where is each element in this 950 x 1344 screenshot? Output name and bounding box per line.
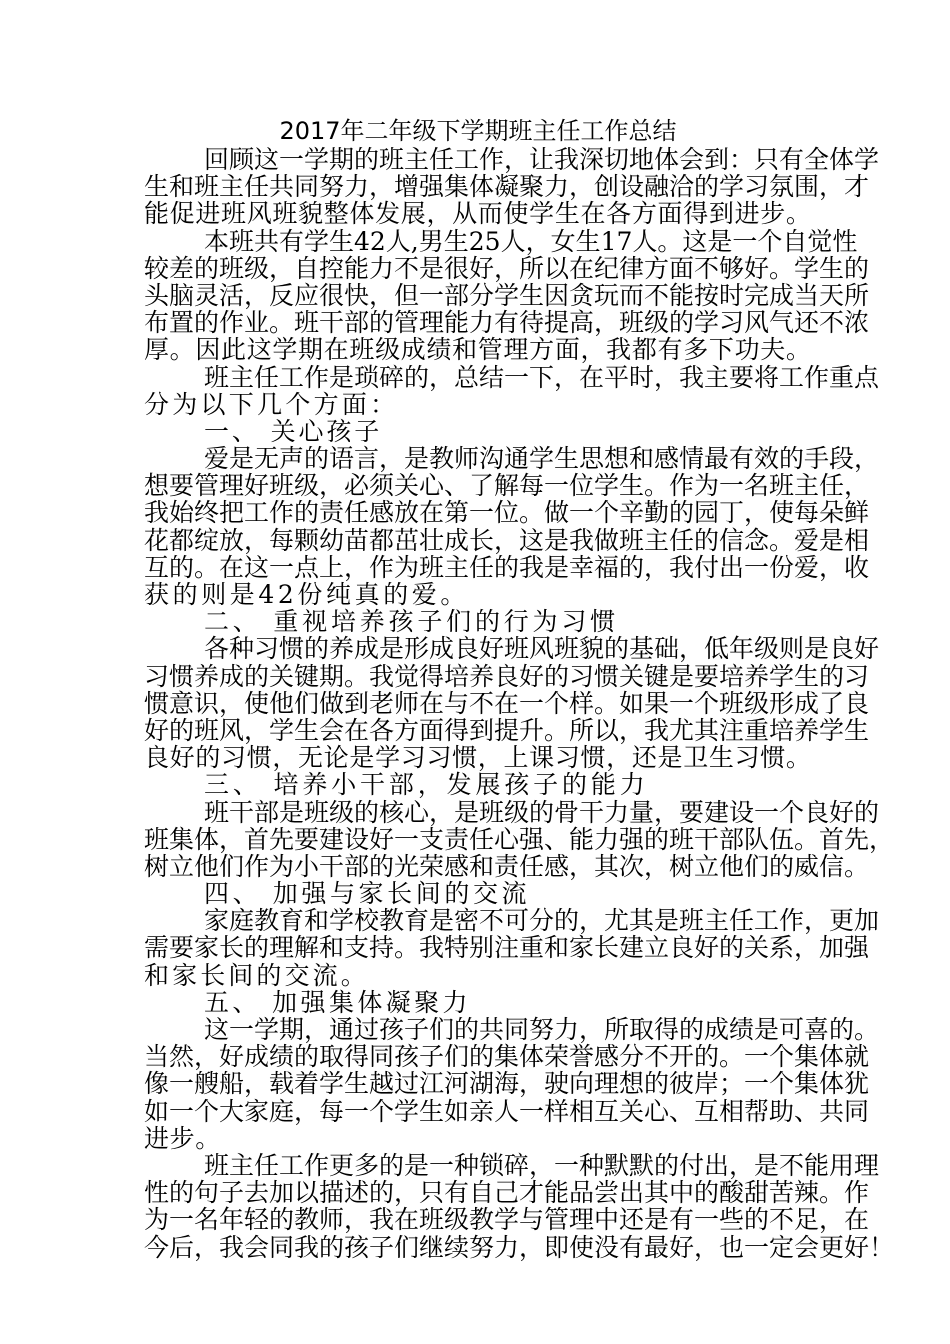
text-line: 班主任工作更多的是一种锁碎，一种默默的付出，是不能用理 (204, 1150, 880, 1180)
text-line: 这一学期，通过孩子们的共同努力，所取得的成绩是可喜的。 (204, 1015, 880, 1044)
text-line: 布置的作业。班干部的管理能力有待提高，班级的学习风气还不浓 (144, 308, 870, 338)
text-line: 惯意识，使他们做到老师在与不在一个样。如果一个班级形成了良 (144, 688, 870, 718)
document-title: 2017年二年级下学期班主任工作总结 (279, 117, 677, 145)
text-line: 互的。在这一点上，作为班主任的我是幸福的，我付出一份爱，收 (144, 552, 870, 582)
text-line: 五、 加强集体凝聚力 (204, 987, 471, 1017)
text-line: 分为以下几个方面： (144, 389, 399, 419)
text-line: 二、 重视培养孩子们的行为习惯 (204, 607, 619, 637)
text-line: 班主任工作是琐碎的，总结一下，在平时，我主要将工作重点 (204, 362, 880, 392)
text-line: 四、 加强与家长间的交流 (204, 879, 531, 909)
text-line: 树立他们作为小干部的光荣感和责任感，其次，树立他们的威信。 (144, 851, 870, 881)
document-page (144, 116, 895, 1262)
text-line: 像一艘船，载着学生越过江河湖海，驶向理想的彼岸；一个集体犹 (144, 1069, 870, 1099)
text-line: 头脑灵活，反应很快，但一部分学生因贪玩而不能按时完成当天所 (144, 280, 870, 310)
text-line: 如一个大家庭，每一个学生如亲人一样相互关心、互相帮助、共同 (144, 1096, 870, 1126)
text-line: 为一名年轻的教师，我在班级教学与管理中还是有一些的不足，在 (144, 1205, 870, 1235)
text-line: 一、 关心孩子 (204, 416, 383, 446)
text-line: 家庭教育和学校教育是密不可分的，尤其是班主任工作，更加 (204, 906, 880, 936)
document-body (144, 145, 895, 1262)
text-line: 班干部是班级的核心，是班级的骨干力量，要建设一个良好的 (204, 797, 880, 827)
text-line: 好的班风，学生会在各方面得到提升。所以，我尤其注重培养学生 (144, 715, 870, 745)
text-line: 想要管理好班级，必须关心、了解每一位学生。作为一名班主任， (144, 471, 870, 501)
text-line: 回顾这一学期的班主任工作，让我深切地体会到：只有全体学 (204, 145, 880, 174)
text-line: 今后，我会同我的孩子们继续努力，即使没有最好，也一定会更好！ (144, 1232, 895, 1262)
text-line: 良好的习惯，无论是学习习惯，上课习惯，还是卫生习惯。 (144, 743, 812, 773)
text-line: 花都绽放，每颗幼苗都茁壮成长，这是我做班主任的信念。爱是相 (144, 525, 870, 555)
text-line: 当然，好成绩的取得同孩子们的集体荣誉感分不开的。一个集体就 (144, 1042, 870, 1072)
text-line: 三、 培养小干部，发展孩子的能力 (204, 770, 649, 800)
text-line: 获的则是42份纯真的爱。 (144, 580, 470, 609)
text-line: 各种习惯的养成是形成良好班风班貌的基础，低年级则是良好 (204, 634, 880, 664)
text-line: 进步。 (144, 1123, 221, 1153)
text-line: 生和班主任共同努力，增强集体凝聚力，创设融洽的学习氛围，才 (144, 172, 870, 202)
text-line: 和家长间的交流。 (144, 960, 369, 990)
text-line: 厚。因此这学期在班级成绩和管理方面，我都有多下功夫。 (144, 335, 812, 365)
text-line: 班集体，首先要建设好一支责任心强、能力强的班干部队伍。首先， (144, 824, 895, 854)
text-line: 性的句子去加以描述的，只有自己才能品尝出其中的酸甜苦辣。作 (144, 1178, 870, 1208)
text-line: 本班共有学生42人,男生25人，女生17人。这是一个自觉性 (204, 226, 858, 256)
text-line: 我始终把工作的责任感放在第一位。做一个辛勤的园丁，使每朵鲜 (144, 498, 870, 528)
text-line: 较差的班级，自控能力不是很好，所以在纪律方面不够好。学生的 (144, 253, 870, 283)
text-line: 需要家长的理解和支持。我特别注重和家长建立良好的关系，加强 (144, 933, 870, 963)
text-line: 习惯养成的关键期。我觉得培养良好的习惯关键是要培养学生的习 (144, 661, 870, 691)
text-line: 爱是无声的语言，是教师沟通学生思想和感情最有效的手段， (204, 444, 880, 474)
text-line: 能促进班风班貌整体发展，从而使学生在各方面得到进步。 (144, 199, 812, 229)
